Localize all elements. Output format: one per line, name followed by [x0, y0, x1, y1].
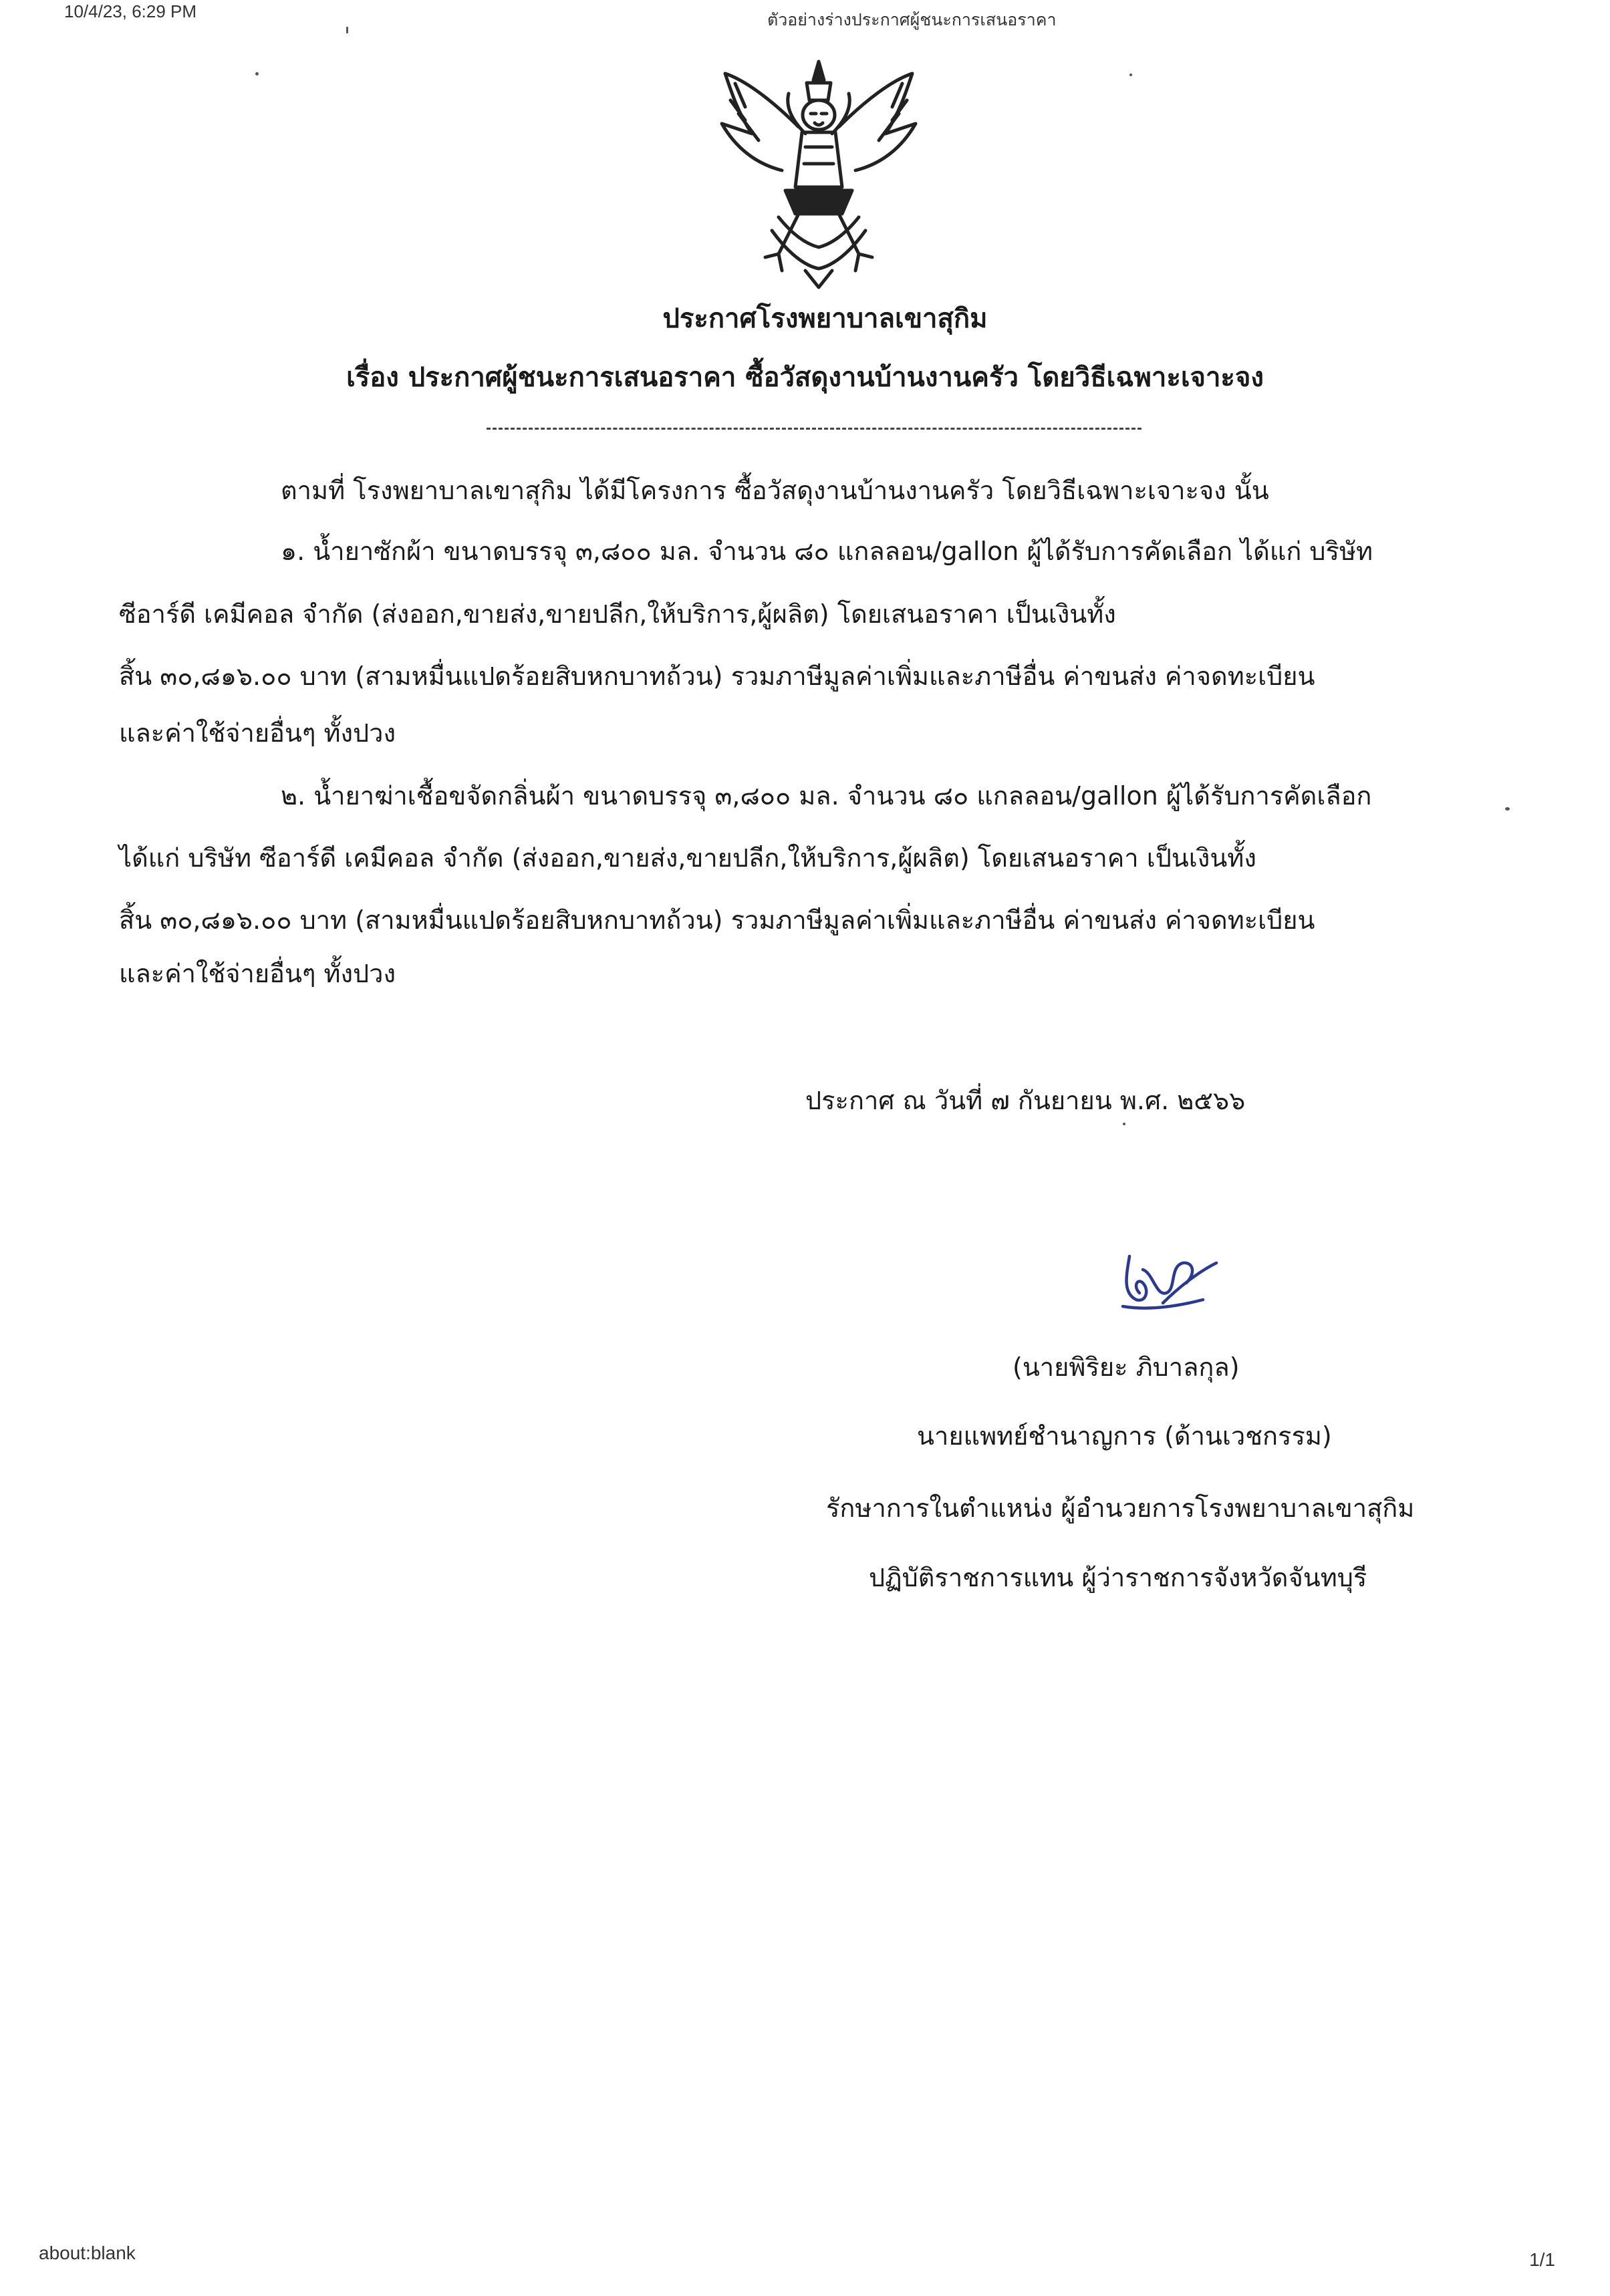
item-1-line-3: สิ้น ๓๐,๘๑๖.๐๐ บาท (สามหมื่นแปดร้อยสิบหกบาทถ้วน) รวมภาษีมูลค่าเพิ่มและภาษีอื่น ค่าขนส่ง ค่าจดทะเบียน: [119, 662, 1315, 691]
signatory-acting-role: รักษาการในตำแหน่ง ผู้อำนวยการโรงพยาบาลเขาสุกิม: [826, 1493, 1415, 1523]
scan-speck: [346, 27, 348, 33]
item-2-line-1: ๒. น้ำยาฆ่าเชื้อขจัดกลิ่นผ้า ขนาดบรรจุ ๓,๘๐๐ มล. จำนวน ๘๐ แกลลอน/gallon ผู้ได้รับการคัดเลือก: [281, 781, 1372, 811]
announcement-heading: ประกาศโรงพยาบาลเขาสุกิม: [662, 303, 988, 334]
print-timestamp: 10/4/23, 6:29 PM: [64, 1, 197, 21]
print-header: [0, 1, 1610, 33]
garuda-emblem-icon: [705, 53, 932, 294]
scan-speck: [255, 72, 259, 76]
handwritten-signature: [1103, 1236, 1223, 1330]
signatory-on-behalf: ปฏิบัติราชการแทน ผู้ว่าราชการจังหวัดจันทบุรี: [869, 1563, 1367, 1592]
item-2-line-3: สิ้น ๓๐,๘๑๖.๐๐ บาท (สามหมื่นแปดร้อยสิบหกบาทถ้วน) รวมภาษีมูลค่าเพิ่มและภาษีอื่น ค่าขนส่ง ค่าจดทะเบียน: [119, 905, 1315, 935]
print-url: about:blank: [39, 2243, 136, 2263]
signatory-title: นายแพทย์ชำนาญการ (ด้านเวชกรรม): [917, 1421, 1332, 1451]
announcement-date: ประกาศ ณ วันที่ ๗ กันยายน พ.ศ. ๒๕๖๖: [805, 1086, 1246, 1115]
announcement-subject: เรื่อง ประกาศผู้ชนะการเสนอราคา ซื้อวัสดุงานบ้านงานครัว โดยวิธีเฉพาะเจาะจง: [346, 362, 1264, 393]
item-1-line-2: ซีอาร์ดี เคมีคอล จำกัด (ส่งออก,ขายส่ง,ขายปลีก,ให้บริการ,ผู้ผลิต) โดยเสนอราคา เป็นเงินทั้ง: [119, 599, 1116, 629]
print-footer: [0, 2243, 1610, 2296]
scan-speck: [1129, 74, 1132, 76]
scan-speck: [1123, 1123, 1125, 1125]
scan-speck: [1505, 807, 1510, 811]
item-2-line-4: และค่าใช้จ่ายอื่นๆ ทั้งปวง: [119, 959, 396, 988]
item-1-line-4: และค่าใช้จ่ายอื่นๆ ทั้งปวง: [119, 718, 396, 748]
item-2-line-2: ได้แก่ บริษัท ซีอาร์ดี เคมีคอล จำกัด (ส่งออก,ขายส่ง,ขายปลีก,ให้บริการ,ผู้ผลิต) โดยเสนอราคา เป็นเงินทั้ง: [119, 843, 1256, 873]
intro-paragraph: ตามที่ โรงพยาบาลเขาสุกิม ได้มีโครงการ ซื้อวัสดุงานบ้านงานครัว โดยวิธีเฉพาะเจาะจง นั้น: [281, 476, 1269, 505]
signatory-name: (นายพิริยะ ภิบาลกุล): [1013, 1352, 1240, 1382]
print-page-number: 1/1: [1529, 2249, 1555, 2270]
item-1-line-1: ๑. น้ำยาซักผ้า ขนาดบรรจุ ๓,๘๐๐ มล. จำนวน ๘๐ แกลลอน/gallon ผู้ได้รับการคัดเลือก ได้แก่ บริษัท: [281, 537, 1373, 566]
print-document-title: ตัวอย่างร่างประกาศผู้ชนะการเสนอราคา: [767, 10, 1057, 29]
divider-line: [487, 428, 1142, 430]
